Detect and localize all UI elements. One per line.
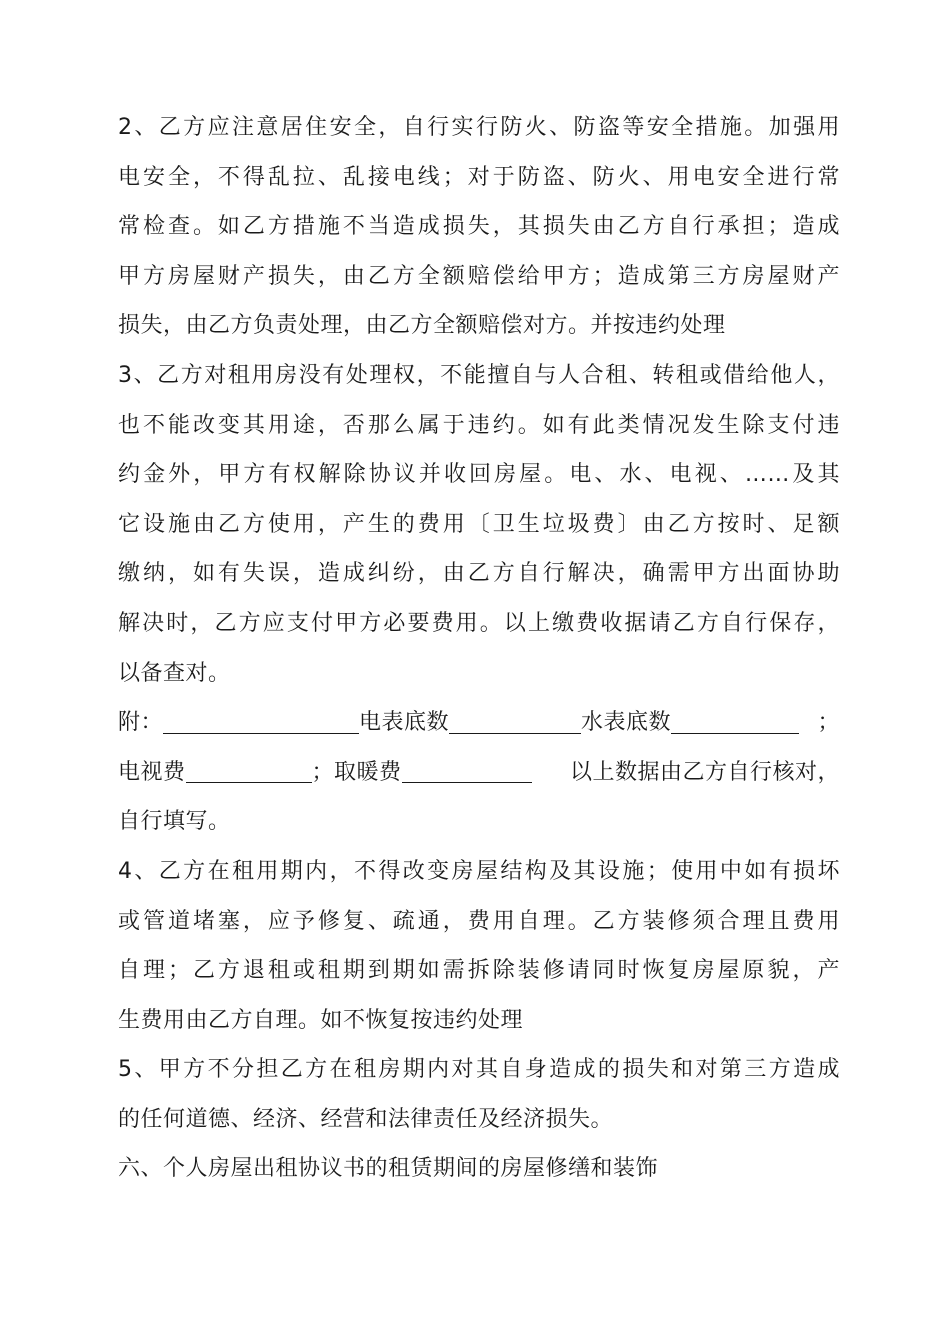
water-meter-label: 水表底数 — [581, 710, 672, 736]
para3-line-4: 它设施由乙方使用，产生的费用〔卫生垃圾费〕由乙方按时、足额 — [118, 511, 840, 537]
appendix-semicolon: ； — [817, 710, 840, 736]
appendix-prefix: 附： — [118, 710, 164, 736]
tv-fee-field[interactable] — [186, 781, 312, 783]
appendix-meter-line — [118, 698, 840, 748]
para3-line-5: 缴纳，如有失误，造成纠纷，由乙方自行解决，确需甲方出面协助 — [118, 561, 840, 587]
water-meter-field[interactable] — [671, 732, 799, 734]
para2-line-3: 常检查。如乙方措施不当造成损失，其损失由乙方自行承担；造成 — [118, 214, 840, 240]
para3-line-2: 也不能改变其用途，否那么属于违约。如有此类情况发生除支付违 — [118, 412, 840, 438]
heating-fee-field[interactable] — [402, 781, 532, 783]
heating-fee-label: ；取暖费 — [311, 759, 402, 785]
para2-line-1: 2、乙方应注意居住安全，自行实行防火、防盗等安全措施。加强用 — [118, 115, 840, 140]
para2-line-4: 甲方房屋财产损失，由乙方全额赔偿给甲方；造成第三方房屋财产 — [118, 263, 840, 289]
para3-line-1: 3、乙方对租用房没有处理权，不能擅自与人合租、转租或借给他人， — [118, 362, 840, 388]
para3-line-3: 约金外，甲方有权解除协议并收回房屋。电、水、电视、……及其 — [118, 462, 840, 488]
para2-line-2: 电安全，不得乱拉、乱接电线；对于防盗、防火、用电安全进行常 — [118, 164, 840, 190]
para4-line-2: 或管道堵塞，应予修复、疏通，费用自理。乙方装修须合理且费用 — [118, 908, 840, 934]
section6-heading: 六、个人房屋出租协议书的租赁期间的房屋修缮和装饰 — [118, 1156, 659, 1182]
appendix-fee-line — [118, 748, 840, 798]
appendix-fill-text: 自行填写。 — [118, 809, 231, 835]
para3-line-6: 解决时，乙方应支付甲方必要费用。以上缴费收据请乙方自行保存， — [118, 610, 840, 636]
appendix-blank-field[interactable] — [163, 732, 359, 734]
para3-line-7: 以备查对。 — [118, 660, 231, 686]
para5-line-1: 5、甲方不分担乙方在租房期内对其自身造成的损失和对第三方造成 — [118, 1057, 840, 1083]
para2-line-5: 损失，由乙方负责处理，由乙方全额赔偿对方。并按违约处理 — [118, 313, 726, 339]
tv-fee-label: 电视费 — [118, 759, 186, 785]
document-body — [118, 103, 840, 1194]
para4-line-1: 4、乙方在租用期内，不得改变房屋结构及其设施；使用中如有损坏 — [118, 858, 840, 884]
electric-meter-label: 电表底数 — [359, 710, 450, 736]
para5-line-2: 的任何道德、经济、经营和法律责任及经济损失。 — [118, 1106, 614, 1132]
para4-line-4: 生费用由乙方自理。如不恢复按违约处理 — [118, 1007, 524, 1033]
appendix-check-text: 以上数据由乙方自行核对， — [569, 759, 840, 785]
electric-meter-field[interactable] — [449, 732, 581, 734]
para4-line-3: 自理；乙方退租或租期到期如需拆除装修请同时恢复房屋原貌，产 — [118, 958, 840, 984]
